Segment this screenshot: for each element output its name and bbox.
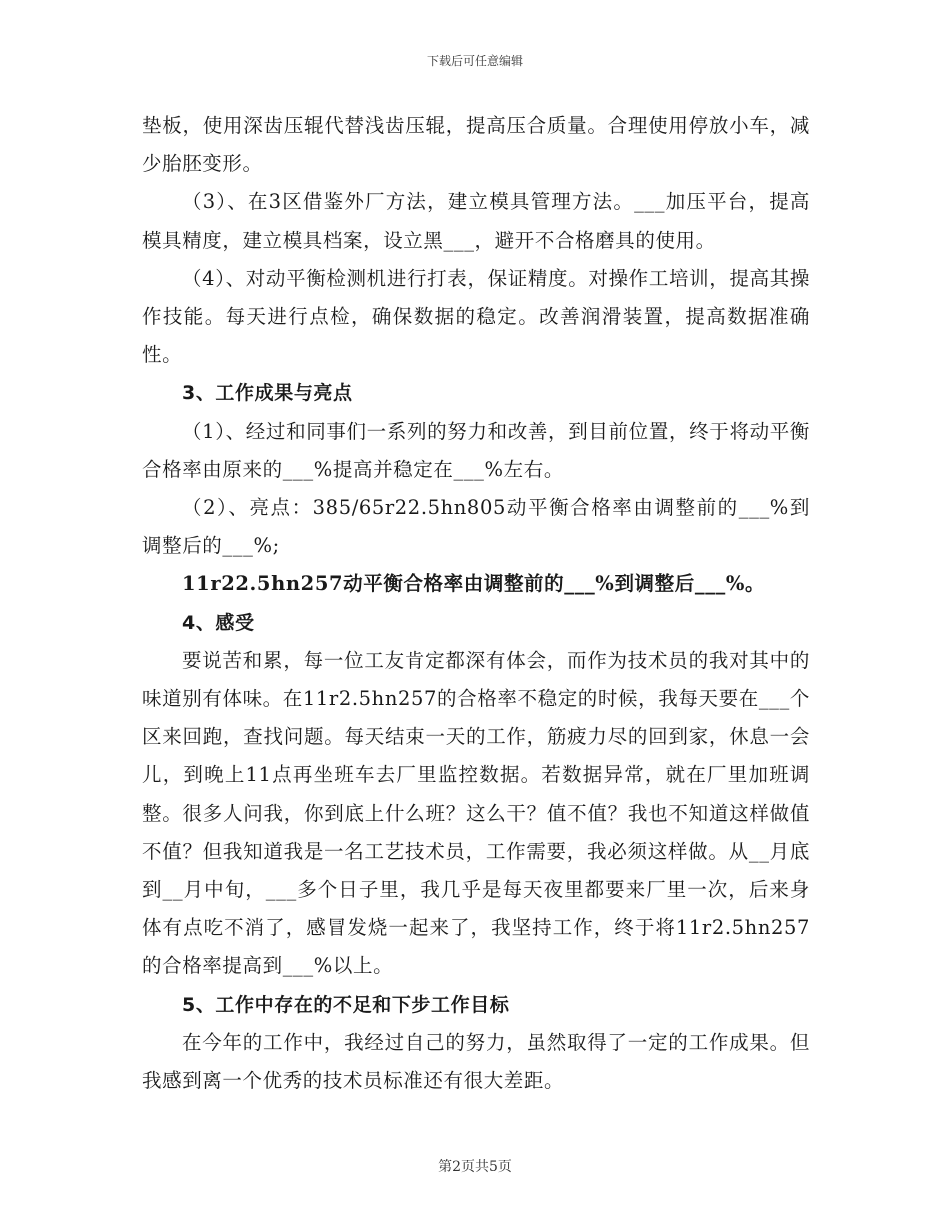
- page-footer: 第2页共5页: [438, 1159, 512, 1175]
- section-heading-shortcomings: 5、工作中存在的不足和下步工作目标: [182, 993, 510, 1016]
- paragraph-result-2: （2）、亮点：385/65r22.5hn805动平衡合格率由调整前的___%到调整后的___%;: [142, 496, 810, 558]
- paragraph-item-4: （4）、对动平衡检测机进行打表，保证精度。对操作工培训，提高其操作技能。每天进行点检，确保数据的稳定。改善润滑装置，提高数据准确性。: [142, 266, 810, 367]
- paragraph-shortcomings: 在今年的工作中，我经过自己的努力，虽然取得了一定的工作成果。但我感到离一个优秀的技术员标准还有很大差距。: [142, 1030, 810, 1093]
- section-heading-results: 3、工作成果与亮点: [182, 382, 353, 405]
- document-body: [142, 107, 810, 1100]
- page-header: 下载后可任意编辑: [426, 54, 523, 68]
- paragraph-result-2-continued: 11r22.5hn257动平衡合格率由调整前的___%到调整后___%。: [182, 572, 766, 596]
- paragraph-continuation: 垫板，使用深齿压辊代替浅齿压辊，提高压合质量。合理使用停放小车，减少胎胚变形。: [142, 114, 810, 176]
- paragraph-item-3: （3）、在3区借鉴外厂方法，建立模具管理方法。___加压平台，提高模具精度，建立模具档案，设立黑___，避开不合格磨具的使用。: [142, 190, 810, 252]
- paragraph-result-1: （1）、经过和同事们一系列的努力和改善，到目前位置，终于将动平衡合格率由原来的___%提高并稳定在___%左右。: [142, 419, 810, 481]
- section-heading-feelings: 4、感受: [182, 611, 255, 634]
- paragraph-feelings: 要说苦和累，每一位工友肯定都深有体会，而作为技术员的我对其中的味道别有体味。在11r2.5hn257的合格率不稳定的时候，我每天要在___个区来回跑，查找问题。每天结束一天的工作，筋疲力尽的回到家，休息一会儿，到晚上11点再坐班车去厂里监控数据。若数据异常，就在厂里加班调整。很多人问我，你到底上什么班？这么干？值不值？我也不知道这样做值不值？但我知道我是一名工艺技术员，工作需要，我必须这样做。从__月底到__月中旬，___多个日子里，我几乎是每天夜里都要来厂里一次，后来身体有点吃不消了，感冒发烧一起来了，我坚持工作，终于将11r2.5hn257的合格率提高到___%以上。: [142, 648, 810, 978]
